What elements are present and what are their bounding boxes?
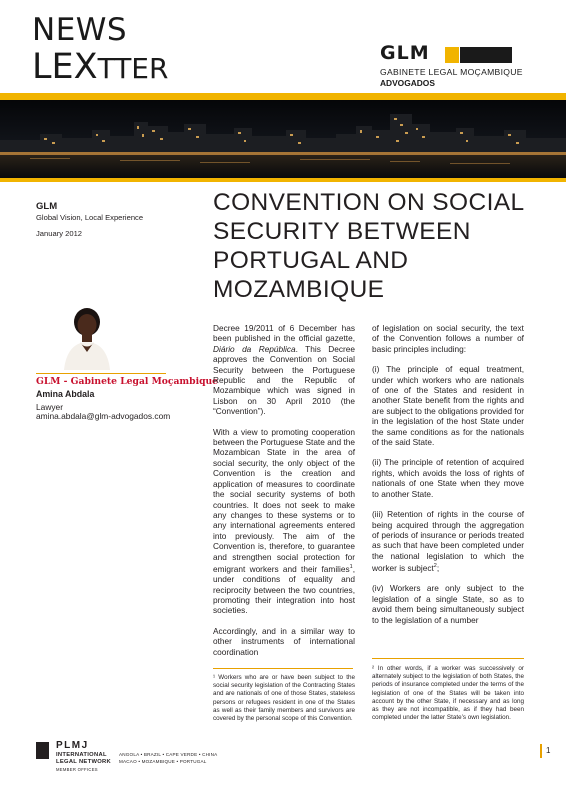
author-photo: [60, 306, 114, 370]
banner-bottom-band: [0, 178, 566, 182]
author-email-link[interactable]: amina.abdala@glm-advogados.com: [36, 411, 171, 421]
article-column-2: [372, 323, 524, 635]
page-number: 1: [546, 746, 551, 755]
author-divider: [36, 373, 166, 374]
plmj-logo-block: [36, 742, 49, 759]
footnote-1: ¹ Workers who are or have been subject to the social security legislation of the Contracting States and are nationals of one of those States, stateless persons or refugees resident in one of the States as well as their family members and survivors are covered by the personal scope of this Convention.: [213, 674, 355, 723]
glm-logo-yellow-block: [445, 47, 459, 63]
principle-item: (ii) The principle of retention of acquired rights, which avoids the loss of rights of nationals of one State when they move to another State.: [372, 457, 524, 499]
footnote-divider: [213, 668, 353, 669]
footnote-ref-2[interactable]: 2: [433, 563, 437, 570]
header-yellow-band: [0, 93, 566, 100]
principle-item: (i) The principle of equal treatment, under which workers who are nationals of one of the States and resident in another State benefit from the rights and are subject to the obligations provided for in the legislation of the host State under the same conditions as for the nationals of the said State.: [372, 364, 524, 448]
network-countries: ANGOLA • BRAZIL • CAPE VERDE • CHINA: [119, 752, 218, 757]
footnote-2: ² In other words, if a worker was successively or alternately subject to the legislation of both States, the periods of insurance completed under the terms of the legislation of one of the States will be taken into account by the other State, if necessary and as long as they are not incompatible, as if they had been completed under the latter State’s own legislation.: [372, 665, 524, 722]
network-line2: LEGAL NETWORK: [56, 759, 111, 765]
paragraph-2: With a view to promoting cooperation between the Portuguese State and the Mozambican State in the area of social security, the only object of the Convention is the creation and application of measures to coordinate the social security systems of both countries. It does not seek to make any changes to these systems or to any international agreements entered into previously. The aim of the Convention is, therefore, to guarantee and strengthen social protection for emigrant workers and their families$^1$, under conditions of equality and reciprocity between the two countries, promoting their integration into host societies.: [213, 426, 355, 616]
glm-logo-black-block: [460, 47, 512, 63]
article-column-1: [213, 323, 355, 667]
network-countries: MACAO • MOZAMBIQUE • PORTUGAL: [119, 759, 207, 764]
logo-tter-text: TTER: [97, 52, 169, 85]
issue-date: January 2012: [36, 229, 83, 238]
author-portrait-image: [60, 306, 114, 370]
logo-lex-text: LEX: [32, 47, 98, 87]
network-line3: MEMBER OFFICES: [56, 767, 98, 772]
sidebar-firm: GLM: [36, 201, 58, 212]
skyline-image: [0, 100, 566, 178]
city-night-skyline-banner: [0, 100, 566, 178]
paragraph-1: Decree 19/2011 of 6 December has been published in the official gazette, Diário da República. This Decree approves the Convention on Social Security between the Portuguese Republic and the Republic of Mozambique which was signed in Lisbon on 30 April 2010 (the “Convention”).: [213, 323, 355, 417]
paragraph-3: Accordingly, and in a similar way to other instruments of international coordination: [213, 625, 355, 657]
network-line1: INTERNATIONAL: [56, 752, 107, 758]
sidebar-tagline: Global Vision, Local Experience: [36, 213, 144, 222]
gazette-name: Diário da República: [213, 343, 296, 354]
author-name: Amina Abdala: [36, 389, 95, 399]
newsletter-logo-line1: NEWS: [32, 12, 128, 48]
glm-logo-mark: GLM: [380, 42, 430, 64]
principle-item: (iii) Retention of rights in the course of being acquired through the aggregation of periods of insurance or periods treated as such that have been completed under the national legislation to which the worker is subject$^2$;: [372, 509, 524, 573]
author-role: Lawyer: [36, 402, 63, 412]
glm-logo-firm-name: GABINETE LEGAL MOÇAMBIQUE: [380, 67, 523, 77]
network-name: PLMJ: [56, 740, 89, 751]
article-title: CONVENTION ON SOCIAL SECURITY BETWEEN PORTUGAL AND MOZAMBIQUE: [213, 189, 524, 303]
footnote-ref-1[interactable]: 1: [349, 563, 353, 570]
newsletter-logo-line2: [32, 49, 168, 87]
author-firm: GLM - Gabinete Legal Moçambique: [36, 376, 219, 387]
principles-intro: of legislation on social security, the text of the Convention follows a number of basic principles including:: [372, 323, 524, 354]
glm-logo-subtitle: ADVOGADOS: [380, 78, 435, 88]
page-number-bar: [540, 744, 542, 758]
principle-item: (iv) Workers are only subject to the legislation of a single State, so as to avoid them being simultaneously subject to the legislation of a number: [372, 583, 524, 625]
footnote-divider: [372, 658, 524, 659]
